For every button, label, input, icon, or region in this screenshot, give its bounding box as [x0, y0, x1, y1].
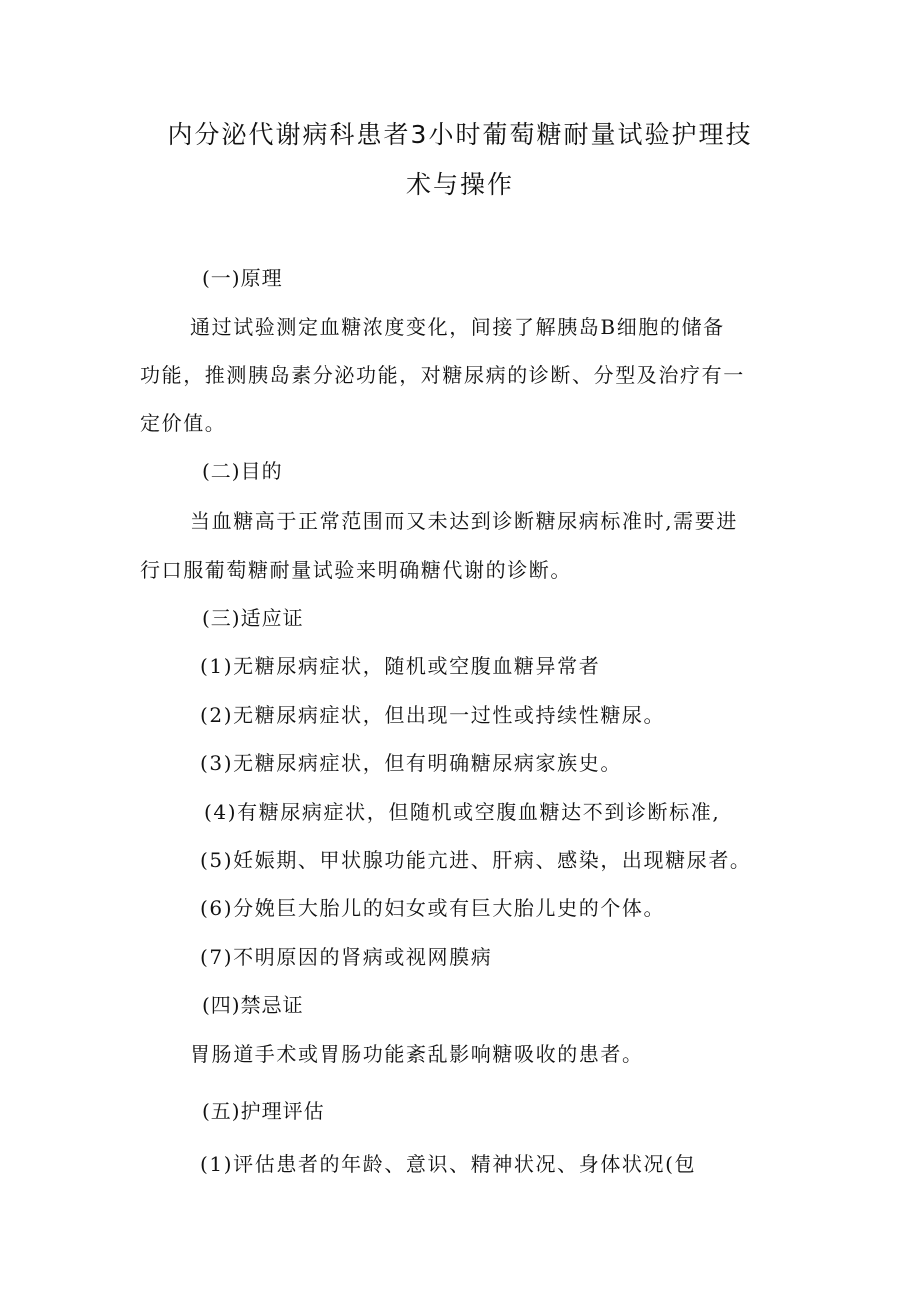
list-item: (1)无糖尿病症状，随机或空腹血糖异常者: [200, 654, 601, 678]
list-item: (1)评估患者的年龄、意识、精神状况、身体状况(包: [200, 1152, 697, 1176]
document-title-line-1: 内分泌代谢病科患者3小时葡萄糖耐量试验护理技: [167, 120, 753, 149]
paragraph-line: 定价值。: [140, 411, 227, 435]
paragraph-line: 功能，推测胰岛素分泌功能，对糖尿病的诊断、分型及治疗有一: [140, 363, 745, 387]
section-heading-principle: (一)原理: [202, 266, 283, 290]
paragraph-line: 通过试验测定血糖浓度变化，间接了解胰岛B细胞的储备: [190, 315, 725, 339]
list-item: (7)不明原因的肾病或视网膜病: [200, 945, 493, 969]
section-heading-contraindications: (四)禁忌证: [202, 993, 304, 1017]
section-heading-purpose: (二)目的: [202, 459, 283, 483]
document-title-line-2: 术与操作: [405, 170, 514, 199]
paragraph-line: 行口服葡萄糖耐量试验来明确糖代谢的诊断。: [140, 558, 572, 582]
paragraph-line: 胃肠道手术或胃肠功能紊乱影响糖吸收的患者。: [190, 1042, 644, 1066]
paragraph-line: 当血糖高于正常范围而又未达到诊断糖尿病标准时,需要进: [190, 509, 738, 533]
section-heading-assessment: (五)护理评估: [202, 1099, 325, 1123]
list-item: (3)无糖尿病症状，但有明确糖尿病家族史。: [200, 751, 622, 775]
list-item: (4)有糖尿病症状，但随机或空腹血糖达不到诊断标准,: [204, 800, 721, 824]
section-heading-indications: (三)适应证: [202, 606, 304, 630]
list-item: (2)无糖尿病症状，但出现一过性或持续性糖尿。: [200, 703, 666, 727]
list-item: (6)分娩巨大胎儿的妇女或有巨大胎儿史的个体。: [200, 896, 666, 920]
list-item: (5)妊娠期、甲状腺功能亢进、肝病、感染，出现糖尿者。: [200, 848, 752, 872]
